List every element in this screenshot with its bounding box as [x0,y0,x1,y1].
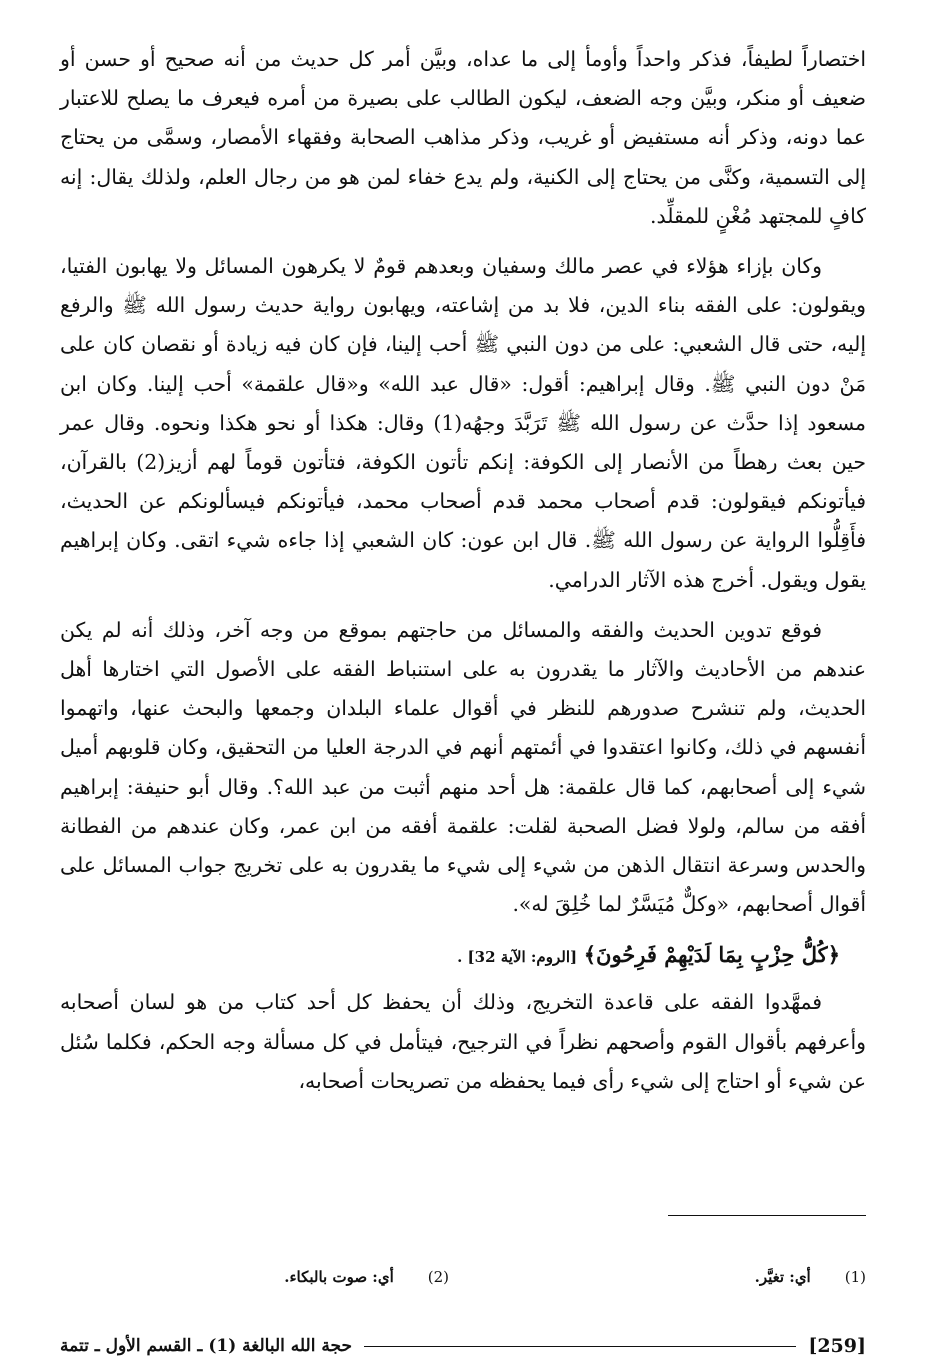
paragraph-3: فوقع تدوين الحديث والفقه والمسائل من حاجتهم بموقع من وجه آخر، وذلك أنه لم يكن عندهم من الأحاديث والآثار ما يقدرون به على استنباط الفقه على الأصول التي اختارها أهل الحديث، ولم تنشرح صدورهم للنظر في أقوال علماء البلدان وجمعها والبحث عنها، واتهموا أنفسهم في ذلك، وكانوا اعتقدوا في أئمتهم أنهم في الدرجة العليا من التحقيق، وكان قلوبهم أميل شيء إلى أصحابهم، كما قال علقمة: هل أحد منهم أثبت من عبد الله؟. وقال أبو حنيفة: إبراهيم أفقه من سالم، ولولا فضل الصحبة لقلت: علقمة أفقه من ابن عمر، وكان عندهم من الفطانة والحدس وسرعة انتقال الذهن من شيء إلى شيء ما يقدرون به على تخريج جواب المسائل على أقوال أصحابهم، «وكلٌّ مُيَسَّرٌ لما خُلِقَ له». [60,617,866,917]
page-number: [259] [808,1335,866,1357]
footer-rule [364,1346,796,1347]
footnote-2 [284,1268,449,1286]
paragraph-4: فمهَّدوا الفقه على قاعدة التخريج، وذلك أن يحفظ كل أحد كتاب من هو لسان أصحابه وأعرفهم بأقوال القوم وأصحهم نظراً في الترجيح، فيتأمل في كل مسألة وجه الحكم، فكلما سُئل عن شيء أو احتاج إلى شيء رأى فيما يحفظه من تصريحات أصحابه، [60,990,866,1093]
verse-close-bracket: ﴾ [583,942,597,968]
footnote-2-number: (2) [427,1268,449,1286]
footnote-1-text: أي: تغيَّر. [754,1268,811,1286]
book-page [60,40,867,1357]
paragraph-1: اختصاراً لطيفاً، فذكر واحداً وأومأ إلى ما عداه، وبيَّن أمر كل حديث من أنه صحيح أو حسن أو ضعيف أو منكر، وبيَّن وجه الضعف، ليكون الطالب على بصيرة من أمره فيعرف ما يصلح للاعتبار عما دونه، وذكر أنه مستفيض أو غريب، وذكر مذاهب الصحابة وفقهاء الأمصار، وسمَّى من يحتاج إلى التسمية، وكنَّى من يحتاج إلى الكنية، ولم يدع خفاء لمن هو من رجال العلم، ولذلك يقال: إنه كافٍ للمجتهد مُغْنٍ للمقلِّد. [60,47,866,228]
paragraph-2: وكان بإزاء هؤلاء في عصر مالك وسفيان وبعدهم قومٌ لا يكرهون المسائل ولا يهابون الفتيا، ويقولون: على الفقه بناء الدين، فلا بد من إشاعته، ويهابون رواية حديث رسول الله ﷺ والرفع إليه، حتى قال الشعبي: على من دون النبي ﷺ أحب إلينا، فإن كان فيه زيادة أو نقصان كان على مَنْ دون النبي ﷺ. وقال إبراهيم: أقول: «قال عبد الله» و«قال علقمة» أحب إلينا. وكان ابن مسعود إذا حدَّث عن رسول الله ﷺ تَرَبَّدَ وجهُه(1) وقال: هكذا أو نحو هكذا ونحوه. وقال عمر حين بعث رهطاً من الأنصار إلى الكوفة: إنكم تأتون الكوفة، فتأتون قوماً لهم أزيز(2) بالقرآن، فيأتونكم فيقولون: قدم أصحاب محمد قدم أصحاب محمد، فيأتونكم فيسألونكم عن الحديث، فأَقِلُّوا الرواية عن رسول الله ﷺ. قال ابن عون: كان الشعبي إذا جاءه شيء اتقى. وكان إبراهيم يقول ويقول. أخرج هذه الآثار الدرامي. [60,254,867,592]
footnote-1 [755,1268,866,1286]
running-title: حجة الله البالغة (1) ـ القسم الأول ـ تتمة [60,1336,352,1356]
main-text [60,40,866,1101]
verse-reference: [الروم: الآية 32] . [457,948,578,967]
page-footer [60,1333,866,1359]
footnote-2-text: أي: صوت بالبكاء. [284,1268,394,1286]
verse-open-bracket: ﴿ [827,942,840,968]
footnote-separator [668,1215,866,1216]
verse-text: كُلُّ حِزْبٍ بِمَا لَدَيْهِمْ فَرِحُونَ [596,942,828,968]
quran-verse [60,935,840,977]
footnote-1-number: (1) [844,1268,866,1286]
